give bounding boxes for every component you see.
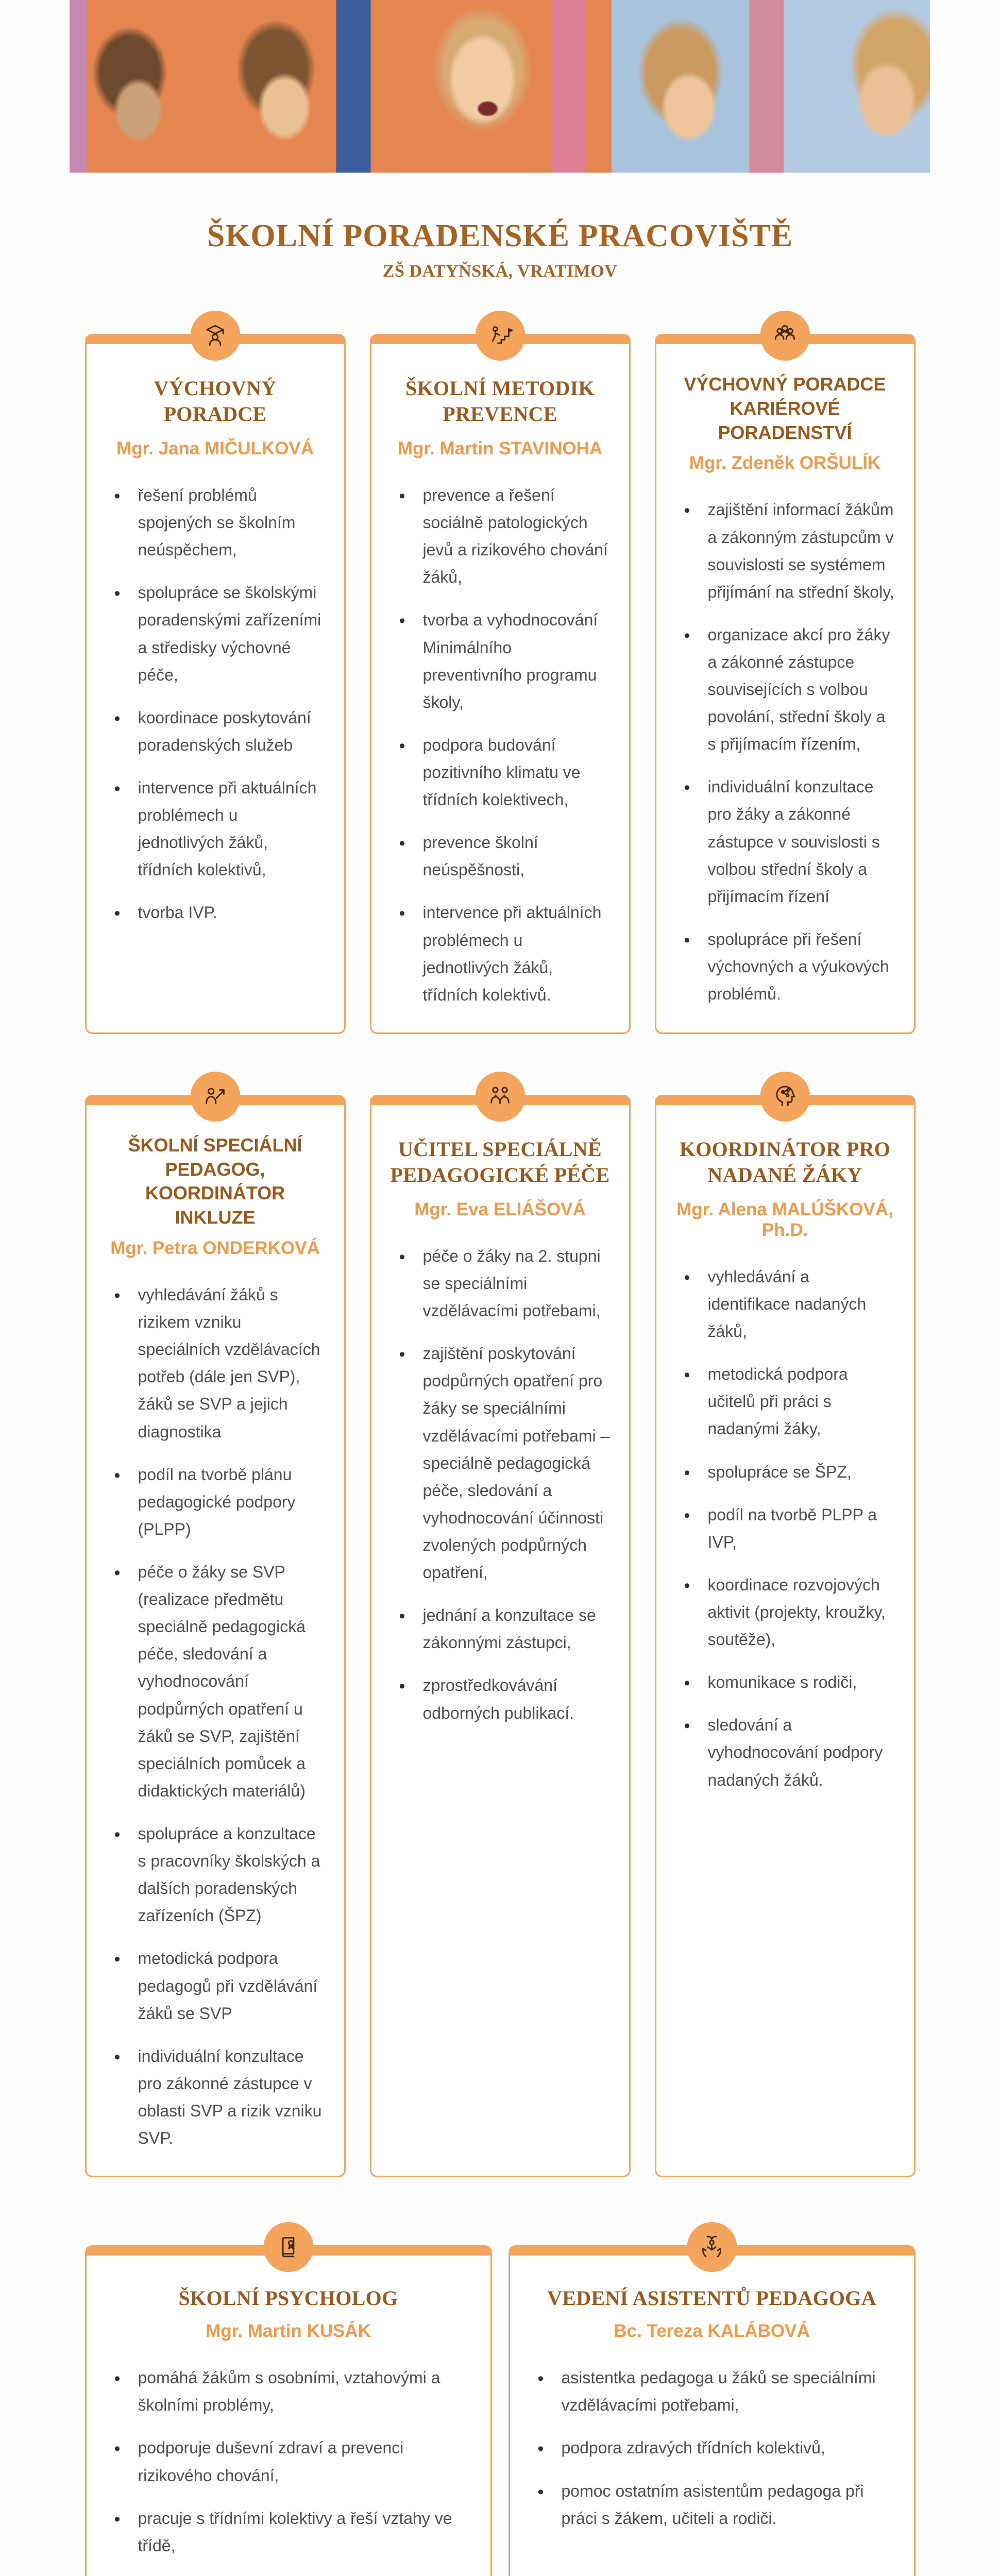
- list-item: • zajištění informací žákům a zákonným zástupcům v souvislosti se systémem přijímání na střední školy,: [681, 496, 896, 605]
- card-duties-list: [104, 1281, 327, 2152]
- list-item: • metodická podpora pedagogů při vzdělávání žáků se SVP: [111, 1945, 327, 2027]
- list-item: • komunikace s rodiči,: [681, 1669, 896, 1696]
- card-specialni-pedagog: [85, 1070, 346, 2177]
- list-item: • koordinace poskytování poradenských služeb: [111, 704, 327, 759]
- card-person-name: Mgr. Petra ONDERKOVÁ: [110, 1238, 320, 1259]
- person-climbing-steps-icon: [487, 321, 514, 350]
- card-duties-list: [104, 482, 327, 927]
- list-item: • zprostředkovávání odborných publikací.: [396, 1672, 612, 1726]
- graduate-person-icon: [202, 321, 229, 350]
- card-person-name: Bc. Tereza KALÁBOVÁ: [614, 2321, 810, 2342]
- icon-circle: [190, 1072, 240, 1122]
- card: [85, 2245, 492, 2576]
- card-person-name: Mgr. Jana MIČULKOVÁ: [116, 438, 314, 459]
- list-item: • prevence a řešení sociálně patologických jevů a rizikového chování žáků,: [396, 482, 612, 591]
- icon-circle: [190, 311, 240, 361]
- card-title: VEDENÍ ASISTENTŮ PEDAGOGA: [547, 2286, 876, 2310]
- card-vychovny-poradce: [85, 309, 346, 1034]
- card-duties-list: [104, 2364, 473, 2576]
- card-duties-list: [389, 1243, 612, 1727]
- list-item: • jednání a konzultace se zákonnými zástupci,: [396, 1602, 612, 1656]
- list-item: • péče o žáky se SVP (realizace předmětu speciálně pedagogická péče, sledování a vyhodnocování podpůrných opatření u žáků se SVP, zajištění speciálních pomůcek a didaktických materiálů): [111, 1558, 327, 1805]
- list-item: • tvorba a vyhodnocování Minimálního preventivního programu školy,: [396, 606, 612, 716]
- list-item: • péče o žáky na 2. stupni se speciálními vzdělávacími potřebami,: [396, 1243, 612, 1325]
- list-item: • spolupráce a konzultace s pracovníky školských a dalších poradenských zařízeních (ŠPZ): [111, 1820, 327, 1929]
- card: [370, 1095, 631, 2177]
- page-subtitle: ZŠ DATYŇSKÁ, VRATIMOV: [382, 262, 618, 281]
- card-title: UČITEL SPECIÁLNĚ PEDAGOGICKÉ PÉČE: [390, 1137, 610, 1187]
- card-title: ŠKOLNÍ METODIK PREVENCE: [405, 377, 595, 426]
- list-item: [111, 2575, 473, 2576]
- two-people-handshake-icon: [487, 1082, 514, 1111]
- card: [85, 1095, 346, 2177]
- card-title: VÝCHOVNÝ PORADCE KARIÉROVÉ PORADENSTVÍ: [684, 374, 886, 443]
- card-person-name: Mgr. Eva ELIÁŠOVÁ: [414, 1199, 586, 1219]
- card-duties-list: [389, 482, 612, 1009]
- diploma-book-icon: [275, 2232, 302, 2262]
- list-item: • metodická podpora učitelů při práci s nadanými žáky,: [681, 1361, 896, 1443]
- icon-circle: [263, 2222, 313, 2272]
- icon-circle: [687, 2222, 737, 2272]
- card-duties-list: [674, 1263, 896, 1794]
- card: [85, 334, 346, 1034]
- icon-circle: [475, 311, 525, 361]
- card-title: VÝCHOVNÝ PORADCE: [154, 377, 277, 426]
- list-item: • intervence při aktuálních problémech u jednotlivých žáků, třídních kolektivů,: [111, 774, 327, 884]
- cards-grid-top: [85, 309, 916, 2177]
- list-item: • tvorba IVP.: [111, 899, 327, 926]
- people-group-icon: [772, 321, 799, 350]
- list-item: • podpora zdravých třídních kolektivů,: [535, 2434, 896, 2462]
- list-item: • vyhledávání a identifikace nadaných žáků,: [681, 1263, 896, 1345]
- icon-circle: [760, 311, 810, 361]
- list-item: • zajištění poskytování podpůrných opatření pro žáky se speciálními vzdělávacími potřebami – speciálně pedagogická péče, sledování a vyhodnocování účinnosti zvolených podpůrných opatření,: [396, 1340, 612, 1586]
- card-duties-list: [528, 2364, 896, 2532]
- card-vedeni-asistentu: [509, 2221, 916, 2576]
- card-title: ŠKOLNÍ SPECIÁLNÍ PEDAGOG, KOORDINÁTOR INKLUZE: [128, 1134, 302, 1228]
- card: [370, 334, 631, 1034]
- card-person-name: Mgr. Martin KUSÁK: [206, 2321, 371, 2342]
- list-item: • podporuje duševní zdraví a prevenci rizikového chování,: [111, 2434, 473, 2489]
- list-item: • řešení problémů spojených se školním neúspěchem,: [111, 482, 327, 564]
- card-person-name: Mgr. Martin STAVINOHA: [397, 438, 603, 459]
- card-person-name: Mgr. Zdeněk ORŠULÍK: [689, 453, 881, 473]
- list-item: • koordinace rozvojových aktivit (projekty, kroužky, soutěže),: [681, 1571, 896, 1653]
- cards-grid-bottom: [85, 2221, 916, 2576]
- list-item: • individuální konzultace pro zákonné zástupce v oblasti SVP a rizik vzniku SVP.: [111, 2043, 327, 2152]
- list-item: • pomáhá žákům s osobními, vztahovými a školními problémy,: [111, 2364, 473, 2419]
- list-item: • asistentka pedagoga u žáků se speciálními vzdělávacími potřebami,: [535, 2364, 896, 2419]
- list-item: • prevence školní neúspěšnosti,: [396, 829, 612, 884]
- icon-circle: [760, 1072, 810, 1122]
- person-growth-arrow-icon: [202, 1082, 229, 1111]
- card-skolni-metodik-prevence: [370, 309, 631, 1034]
- card: [655, 334, 916, 1034]
- page-title: ŠKOLNÍ PORADENSKÉ PRACOVIŠTĚ: [207, 218, 793, 253]
- card-ucitel-pedagogicke-pece: [370, 1070, 631, 2177]
- card-kariérove-poradenstvi: [655, 309, 916, 1034]
- hero-photo: [70, 0, 930, 173]
- caring-hands-icon: [699, 2232, 725, 2262]
- list-item: • pomoc ostatním asistentům pedagoga při práci s žákem, učiteli a rodiči.: [535, 2478, 896, 2532]
- list-item: • sledování a vyhodnocování podpory nadaných žáků.: [681, 1711, 896, 1793]
- card: [655, 1095, 916, 2177]
- list-item: • pracuje s třídními kolektivy a řeší vztahy ve třídě,: [111, 2505, 473, 2560]
- card-title: ŠKOLNÍ PSYCHOLOG: [178, 2286, 398, 2310]
- list-item: • podíl na tvorbě plánu pedagogické podpory (PLPP): [111, 1461, 327, 1543]
- card-koordinator-nadani: [655, 1070, 916, 2177]
- card-skolni-psycholog: [85, 2221, 492, 2576]
- list-item: • organizace akcí pro žáky a zákonné zástupce souvisejících s volbou povolání, střední školy a s přijímacím řízením,: [681, 621, 896, 758]
- card-title: KOORDINÁTOR PRO NADANÉ ŽÁKY: [679, 1137, 891, 1187]
- list-item: • vyhledávání žáků s rizikem vzniku speciálních vzdělávacích potřeb (dále jen SVP), žáků se SVP a jejich diagnostika: [111, 1281, 327, 1446]
- icon-circle: [475, 1072, 525, 1122]
- list-item: • spolupráce se ŠPZ,: [681, 1459, 896, 1486]
- card-person-name: Mgr. Alena MALÚŠKOVÁ, Ph.D.: [676, 1199, 893, 1240]
- card: [509, 2245, 916, 2576]
- list-item: • intervence při aktuálních problémech u jednotlivých žáků, třídních kolektivů.: [396, 899, 612, 1008]
- list-item: • podpora budování pozitivního klimatu ve třídních kolektivech,: [396, 732, 612, 814]
- list-item: • spolupráce se školskými poradenskými zařízeními a středisky výchovné péče,: [111, 579, 327, 688]
- card-duties-list: [674, 496, 896, 1008]
- list-item: • podíl na tvorbě PLPP a IVP,: [681, 1501, 896, 1556]
- list-item: • spolupráce při řešení výchovných a výukových problémů.: [681, 926, 896, 1008]
- list-item: • individuální konzultace pro žáky a zákonné zástupce v souvislosti s volbou střední školy a přijímacím řízení: [681, 773, 896, 910]
- head-network-icon: [772, 1082, 799, 1111]
